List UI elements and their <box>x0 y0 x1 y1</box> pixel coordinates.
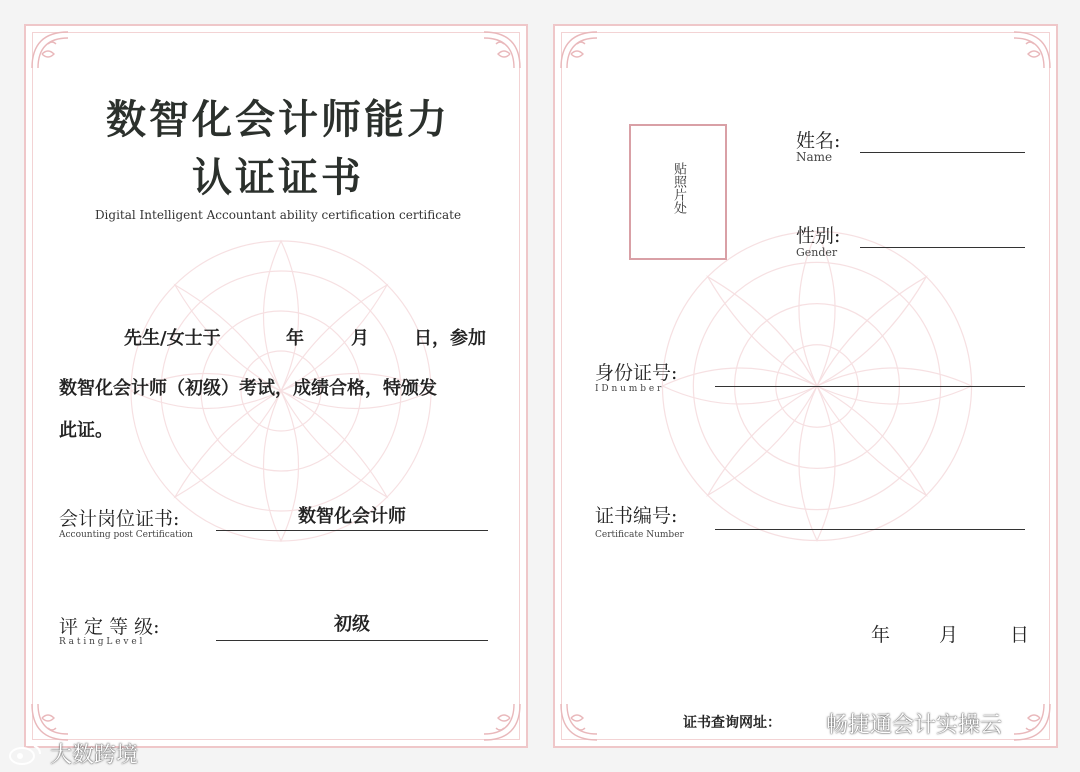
post-value: 数智化会计师 <box>298 506 406 527</box>
body-text-line2: 数智化会计师（初级）考试，成绩合格，特颁发 <box>59 378 437 399</box>
photo-placeholder-label: 贴照片处 <box>671 162 686 214</box>
date-day: 日 <box>1010 624 1030 646</box>
corner-ornament-icon <box>1008 698 1054 744</box>
certificate-title-line1: 数智化会计师能力 <box>106 96 450 143</box>
wechat-watermark-text: 畅捷通会计实操云 <box>826 713 1003 738</box>
body-year: 年 <box>286 328 304 349</box>
body-day: 日，参加 <box>414 328 486 349</box>
wechat-logo-icon <box>782 709 820 739</box>
corner-ornament-icon <box>478 698 524 744</box>
platform-watermark-text: 大数跨境 <box>50 743 139 768</box>
post-underline <box>216 530 488 531</box>
name-label: 姓名: <box>796 130 841 152</box>
level-sub-label: R a t i n g L e v e l <box>59 637 143 647</box>
id-sub-label: I D n u m b e r <box>595 384 662 394</box>
corner-ornament-icon <box>28 28 74 74</box>
gender-label: 性别: <box>796 225 841 247</box>
name-sub-label: Name <box>796 150 833 164</box>
id-label: 身份证号: <box>595 362 678 384</box>
corner-ornament-icon <box>1008 28 1054 74</box>
certificate-front-page <box>24 24 528 748</box>
body-text-prefix: 先生/女士于 <box>124 328 221 349</box>
cert-number-sub-label: Certificate Number <box>595 530 684 540</box>
certificate-back-page <box>553 24 1058 748</box>
platform-watermark <box>8 738 138 769</box>
gender-underline <box>860 247 1025 248</box>
wechat-watermark <box>782 708 1002 739</box>
certificate-subtitle: Digital Intelligent Accountant ability certification certificate <box>94 208 462 222</box>
body-text-line3: 此证。 <box>59 420 113 441</box>
certificate-title-line2: 认证证书 <box>192 154 364 201</box>
cert-number-underline <box>715 529 1025 530</box>
level-label: 评 定 等 级: <box>59 616 160 638</box>
level-value: 初级 <box>334 614 370 635</box>
date-year: 年 <box>871 624 891 646</box>
post-label: 会计岗位证书: <box>59 508 180 530</box>
weibo-logo-icon <box>8 742 44 766</box>
corner-ornament-icon <box>557 698 603 744</box>
gender-sub-label: Gender <box>796 246 838 259</box>
level-underline <box>216 640 488 641</box>
corner-ornament-icon <box>557 28 603 74</box>
name-underline <box>860 152 1025 153</box>
date-month: 月 <box>939 624 959 646</box>
cert-number-label: 证书编号: <box>595 505 678 527</box>
post-sub-label: Accounting post Certification <box>59 530 193 540</box>
id-underline <box>715 386 1025 387</box>
corner-ornament-icon <box>478 28 524 74</box>
query-url-label: 证书查询网址： <box>683 715 781 731</box>
body-month: 月 <box>351 328 369 349</box>
